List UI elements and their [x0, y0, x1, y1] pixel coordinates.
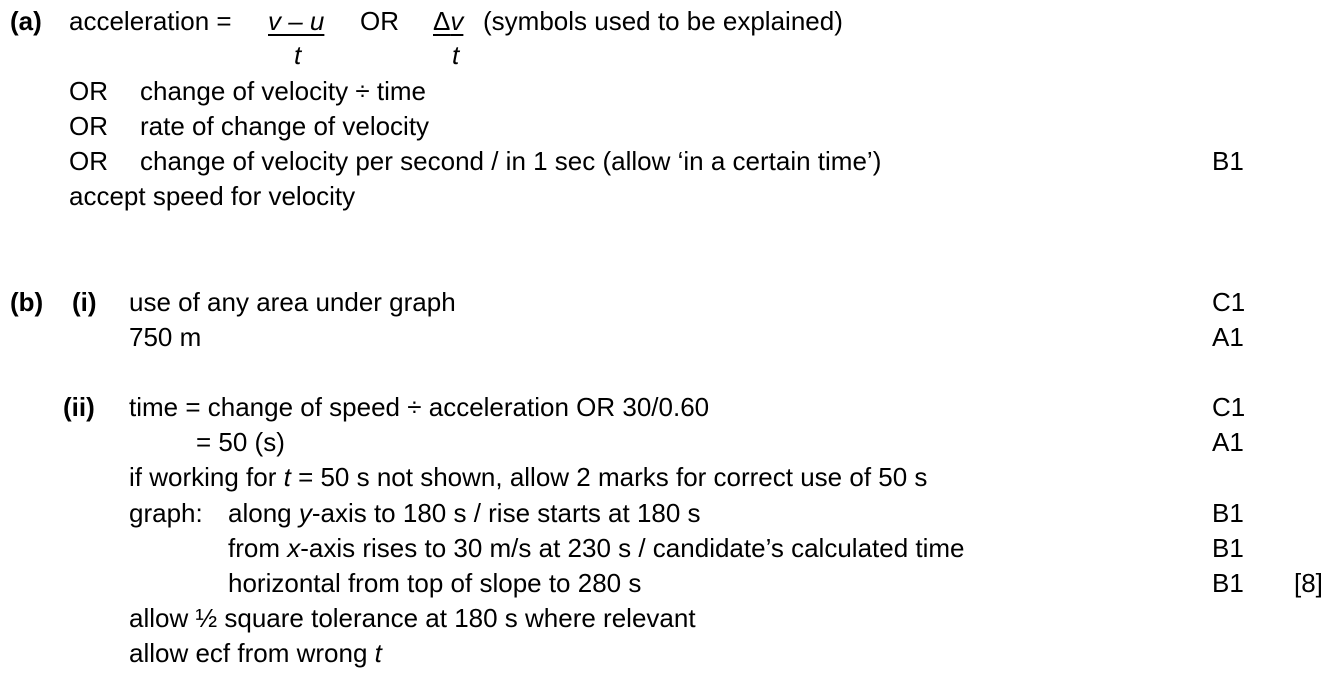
time-variable: t [283, 462, 291, 492]
working-note [129, 462, 927, 492]
answer-line: use of any area under graph [129, 287, 456, 317]
answer-line: = 50 (s) [196, 427, 285, 457]
graph-criterion [228, 533, 965, 563]
graph-criterion-text: along [228, 498, 299, 528]
or-label: OR [69, 146, 108, 176]
mark-code: B1 [1212, 498, 1244, 528]
acceleration-definition-prefix: acceleration = [69, 6, 232, 36]
alternative-definition: rate of change of velocity [140, 111, 430, 141]
answer-line: 750 m [129, 322, 202, 352]
fraction2-numerator [433, 6, 463, 36]
allowance-note [129, 638, 382, 668]
mark-code: C1 [1212, 392, 1246, 422]
axis-variable: y [298, 498, 312, 528]
mark-code: C1 [1212, 287, 1246, 317]
total-marks: [8] [1294, 568, 1323, 598]
graph-criterion-text: -axis rises to 30 m/s at 230 s / candidate’s calculated time [300, 533, 965, 563]
or-text: OR [360, 6, 399, 36]
time-variable: t [374, 638, 382, 668]
graph-criterion [228, 498, 701, 528]
or-label: OR [69, 111, 108, 141]
fraction2-variable: v [450, 6, 464, 36]
alternative-definition: change of velocity ÷ time [140, 76, 426, 106]
part-a-label: (a) [10, 6, 42, 36]
accept-note: accept speed for velocity [69, 181, 356, 211]
graph-criterion-text: -axis to 180 s / rise starts at 180 s [311, 498, 701, 528]
symbols-note: (symbols used to be explained) [483, 6, 843, 36]
alternative-definition: change of velocity per second / in 1 sec (allow ‘in a certain time’) [140, 146, 882, 176]
graph-criterion: horizontal from top of slope to 280 s [228, 568, 642, 598]
graph-label: graph: [129, 498, 203, 528]
fraction1-denominator: t [294, 40, 302, 70]
working-note-text: = 50 s not shown, allow 2 marks for correct use of 50 s [290, 462, 928, 492]
mark-code: B1 [1212, 146, 1244, 176]
fraction2-denominator: t [452, 40, 460, 70]
subpart-ii-label: (ii) [63, 392, 95, 422]
answer-line: time = change of speed ÷ acceleration OR 30/0.60 [129, 392, 710, 422]
part-b-label: (b) [10, 287, 44, 317]
allowance-note-text: allow ecf from wrong [129, 638, 375, 668]
graph-criterion-text: from [228, 533, 288, 563]
mark-code: A1 [1212, 427, 1244, 457]
or-label: OR [69, 76, 108, 106]
mark-code: B1 [1212, 533, 1244, 563]
mark-code: B1 [1212, 568, 1244, 598]
fraction1-numerator: v – u [268, 6, 325, 36]
allowance-note: allow ½ square tolerance at 180 s where relevant [129, 603, 696, 633]
subpart-i-label: (i) [72, 287, 97, 317]
mark-code: A1 [1212, 322, 1244, 352]
delta-symbol: Δ [433, 6, 451, 36]
axis-variable: x [287, 533, 301, 563]
working-note-text: if working for [129, 462, 284, 492]
